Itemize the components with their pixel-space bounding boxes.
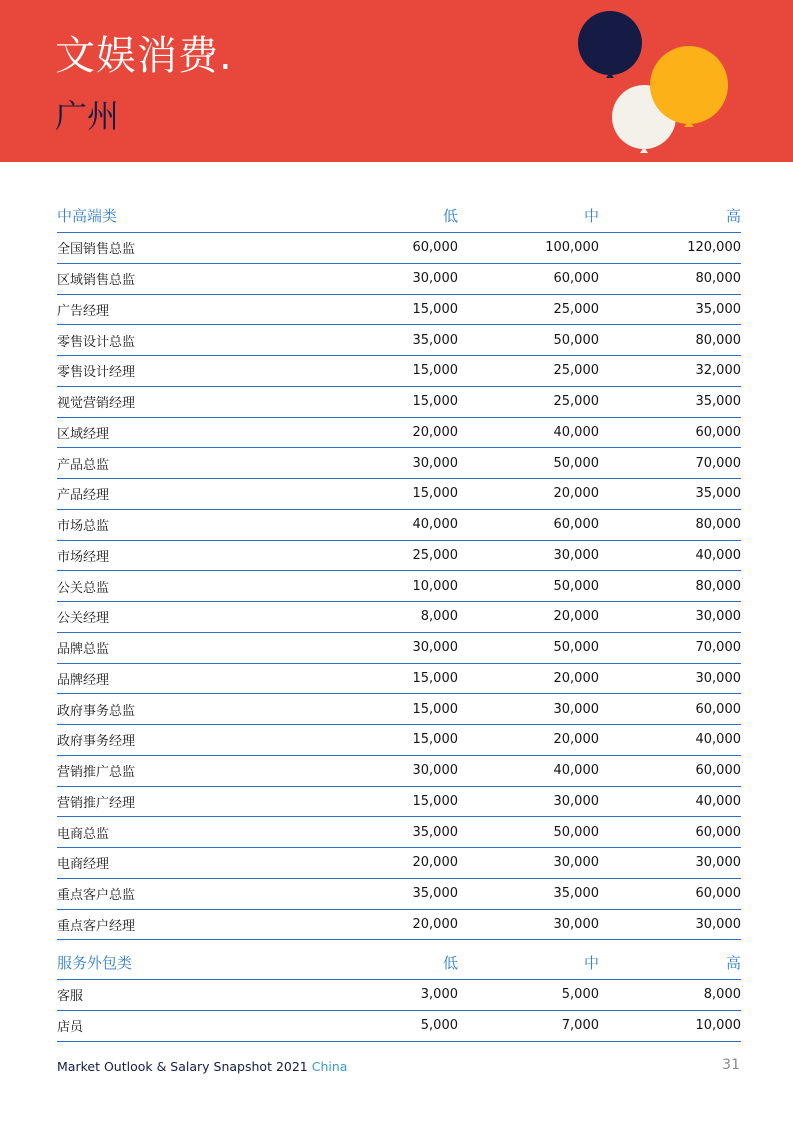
mid-salary-cell: 50,000 bbox=[458, 448, 599, 479]
role-cell: 重点客户总监 bbox=[57, 878, 317, 909]
low-salary-cell: 35,000 bbox=[317, 817, 458, 848]
high-salary-cell: 80,000 bbox=[599, 263, 741, 294]
page-number: 31 bbox=[722, 1057, 740, 1073]
low-salary-cell: 5,000 bbox=[317, 1010, 458, 1041]
mid-header: 中 bbox=[458, 946, 599, 980]
footer-country: China bbox=[311, 1059, 348, 1074]
table-row bbox=[57, 755, 741, 786]
mid-salary-cell: 50,000 bbox=[458, 571, 599, 602]
mid-salary-cell: 20,000 bbox=[458, 479, 599, 510]
high-salary-cell: 10,000 bbox=[599, 1010, 741, 1041]
mid-salary-cell: 30,000 bbox=[458, 848, 599, 879]
low-salary-cell: 15,000 bbox=[317, 294, 458, 325]
mid-salary-cell: 5,000 bbox=[458, 980, 599, 1011]
low-salary-cell: 15,000 bbox=[317, 694, 458, 725]
table-row bbox=[57, 848, 741, 879]
category-header: 中高端类 bbox=[57, 199, 317, 233]
mid-salary-cell: 20,000 bbox=[458, 663, 599, 694]
category-header: 服务外包类 bbox=[57, 946, 317, 980]
high-salary-cell: 70,000 bbox=[599, 632, 741, 663]
role-cell: 产品总监 bbox=[57, 448, 317, 479]
table-row bbox=[57, 909, 741, 940]
mid-salary-cell: 30,000 bbox=[458, 694, 599, 725]
high-salary-cell: 80,000 bbox=[599, 325, 741, 356]
low-salary-cell: 20,000 bbox=[317, 848, 458, 879]
low-salary-cell: 10,000 bbox=[317, 571, 458, 602]
table-row bbox=[57, 509, 741, 540]
mid-salary-cell: 40,000 bbox=[458, 417, 599, 448]
low-salary-cell: 30,000 bbox=[317, 263, 458, 294]
table-row bbox=[57, 786, 741, 817]
table-header-row bbox=[57, 946, 741, 980]
mid-salary-cell: 50,000 bbox=[458, 325, 599, 356]
low-salary-cell: 60,000 bbox=[317, 233, 458, 264]
high-salary-cell: 60,000 bbox=[599, 694, 741, 725]
mid-salary-cell: 30,000 bbox=[458, 909, 599, 940]
role-cell: 电商总监 bbox=[57, 817, 317, 848]
mid-salary-cell: 40,000 bbox=[458, 755, 599, 786]
high-salary-cell: 8,000 bbox=[599, 980, 741, 1011]
high-salary-cell: 60,000 bbox=[599, 817, 741, 848]
table-row bbox=[57, 356, 741, 387]
role-cell: 零售设计经理 bbox=[57, 356, 317, 387]
footer-publication bbox=[57, 1059, 347, 1074]
table-row bbox=[57, 1010, 741, 1041]
mid-salary-cell: 60,000 bbox=[458, 263, 599, 294]
role-cell: 全国销售总监 bbox=[57, 233, 317, 264]
table-row bbox=[57, 233, 741, 264]
high-salary-cell: 60,000 bbox=[599, 417, 741, 448]
mid-salary-cell: 60,000 bbox=[458, 509, 599, 540]
high-header: 高 bbox=[599, 199, 741, 233]
table-row bbox=[57, 725, 741, 756]
high-salary-cell: 60,000 bbox=[599, 878, 741, 909]
table-row bbox=[57, 694, 741, 725]
low-salary-cell: 30,000 bbox=[317, 448, 458, 479]
high-salary-cell: 60,000 bbox=[599, 755, 741, 786]
table-row bbox=[57, 602, 741, 633]
mid-salary-cell: 25,000 bbox=[458, 386, 599, 417]
table-row bbox=[57, 878, 741, 909]
table-row bbox=[57, 448, 741, 479]
high-salary-cell: 30,000 bbox=[599, 663, 741, 694]
high-salary-cell: 40,000 bbox=[599, 725, 741, 756]
mid-salary-cell: 35,000 bbox=[458, 878, 599, 909]
low-salary-cell: 30,000 bbox=[317, 755, 458, 786]
role-cell: 区域销售总监 bbox=[57, 263, 317, 294]
role-cell: 政府事务经理 bbox=[57, 725, 317, 756]
table-row bbox=[57, 663, 741, 694]
role-cell: 重点客户经理 bbox=[57, 909, 317, 940]
mid-salary-cell: 50,000 bbox=[458, 817, 599, 848]
low-salary-cell: 8,000 bbox=[317, 602, 458, 633]
high-salary-cell: 80,000 bbox=[599, 509, 741, 540]
table-row bbox=[57, 540, 741, 571]
mid-salary-cell: 20,000 bbox=[458, 602, 599, 633]
navy-balloon-icon bbox=[578, 11, 642, 78]
high-salary-cell: 40,000 bbox=[599, 540, 741, 571]
low-salary-cell: 15,000 bbox=[317, 356, 458, 387]
balloons-illustration bbox=[560, 0, 793, 162]
low-salary-cell: 40,000 bbox=[317, 509, 458, 540]
table-row bbox=[57, 263, 741, 294]
role-cell: 视觉营销经理 bbox=[57, 386, 317, 417]
role-cell: 公关总监 bbox=[57, 571, 317, 602]
mid-salary-cell: 7,000 bbox=[458, 1010, 599, 1041]
low-salary-cell: 15,000 bbox=[317, 725, 458, 756]
high-salary-cell: 40,000 bbox=[599, 786, 741, 817]
role-cell: 区域经理 bbox=[57, 417, 317, 448]
table-row bbox=[57, 417, 741, 448]
high-salary-cell: 32,000 bbox=[599, 356, 741, 387]
high-salary-cell: 80,000 bbox=[599, 571, 741, 602]
high-salary-cell: 35,000 bbox=[599, 294, 741, 325]
role-cell: 政府事务总监 bbox=[57, 694, 317, 725]
low-salary-cell: 20,000 bbox=[317, 909, 458, 940]
role-cell: 店员 bbox=[57, 1010, 317, 1041]
role-cell: 客服 bbox=[57, 980, 317, 1011]
mid-salary-cell: 25,000 bbox=[458, 356, 599, 387]
low-salary-cell: 3,000 bbox=[317, 980, 458, 1011]
table-row bbox=[57, 817, 741, 848]
role-cell: 市场经理 bbox=[57, 540, 317, 571]
header-banner bbox=[0, 0, 793, 162]
high-salary-cell: 70,000 bbox=[599, 448, 741, 479]
publication-title: Market Outlook & Salary Snapshot 2021 bbox=[57, 1059, 308, 1074]
low-salary-cell: 15,000 bbox=[317, 386, 458, 417]
mid-salary-cell: 30,000 bbox=[458, 786, 599, 817]
high-salary-cell: 30,000 bbox=[599, 848, 741, 879]
low-salary-cell: 35,000 bbox=[317, 878, 458, 909]
high-salary-cell: 120,000 bbox=[599, 233, 741, 264]
role-cell: 电商经理 bbox=[57, 848, 317, 879]
role-cell: 营销推广经理 bbox=[57, 786, 317, 817]
low-salary-cell: 35,000 bbox=[317, 325, 458, 356]
high-header: 高 bbox=[599, 946, 741, 980]
table-row bbox=[57, 980, 741, 1011]
mid-salary-cell: 25,000 bbox=[458, 294, 599, 325]
low-salary-cell: 15,000 bbox=[317, 663, 458, 694]
page-title: 文娱消费. bbox=[55, 33, 233, 79]
table-row bbox=[57, 479, 741, 510]
low-header: 低 bbox=[317, 946, 458, 980]
mid-salary-cell: 50,000 bbox=[458, 632, 599, 663]
low-salary-cell: 20,000 bbox=[317, 417, 458, 448]
low-header: 低 bbox=[317, 199, 458, 233]
low-salary-cell: 15,000 bbox=[317, 786, 458, 817]
table-row bbox=[57, 325, 741, 356]
salary-table-outsourcing bbox=[57, 946, 741, 1042]
city-subtitle: 广州 bbox=[55, 97, 120, 135]
role-cell: 公关经理 bbox=[57, 602, 317, 633]
high-salary-cell: 30,000 bbox=[599, 602, 741, 633]
role-cell: 零售设计总监 bbox=[57, 325, 317, 356]
low-salary-cell: 30,000 bbox=[317, 632, 458, 663]
mid-salary-cell: 20,000 bbox=[458, 725, 599, 756]
role-cell: 营销推广总监 bbox=[57, 755, 317, 786]
table-row bbox=[57, 632, 741, 663]
table-row bbox=[57, 386, 741, 417]
mid-salary-cell: 30,000 bbox=[458, 540, 599, 571]
salary-table-premium bbox=[57, 199, 741, 940]
low-salary-cell: 15,000 bbox=[317, 479, 458, 510]
table-row bbox=[57, 294, 741, 325]
high-salary-cell: 35,000 bbox=[599, 386, 741, 417]
role-cell: 产品经理 bbox=[57, 479, 317, 510]
mid-salary-cell: 100,000 bbox=[458, 233, 599, 264]
low-salary-cell: 25,000 bbox=[317, 540, 458, 571]
high-salary-cell: 30,000 bbox=[599, 909, 741, 940]
table-row bbox=[57, 571, 741, 602]
role-cell: 广告经理 bbox=[57, 294, 317, 325]
table-header-row bbox=[57, 199, 741, 233]
role-cell: 市场总监 bbox=[57, 509, 317, 540]
role-cell: 品牌经理 bbox=[57, 663, 317, 694]
high-salary-cell: 35,000 bbox=[599, 479, 741, 510]
role-cell: 品牌总监 bbox=[57, 632, 317, 663]
mid-header: 中 bbox=[458, 199, 599, 233]
